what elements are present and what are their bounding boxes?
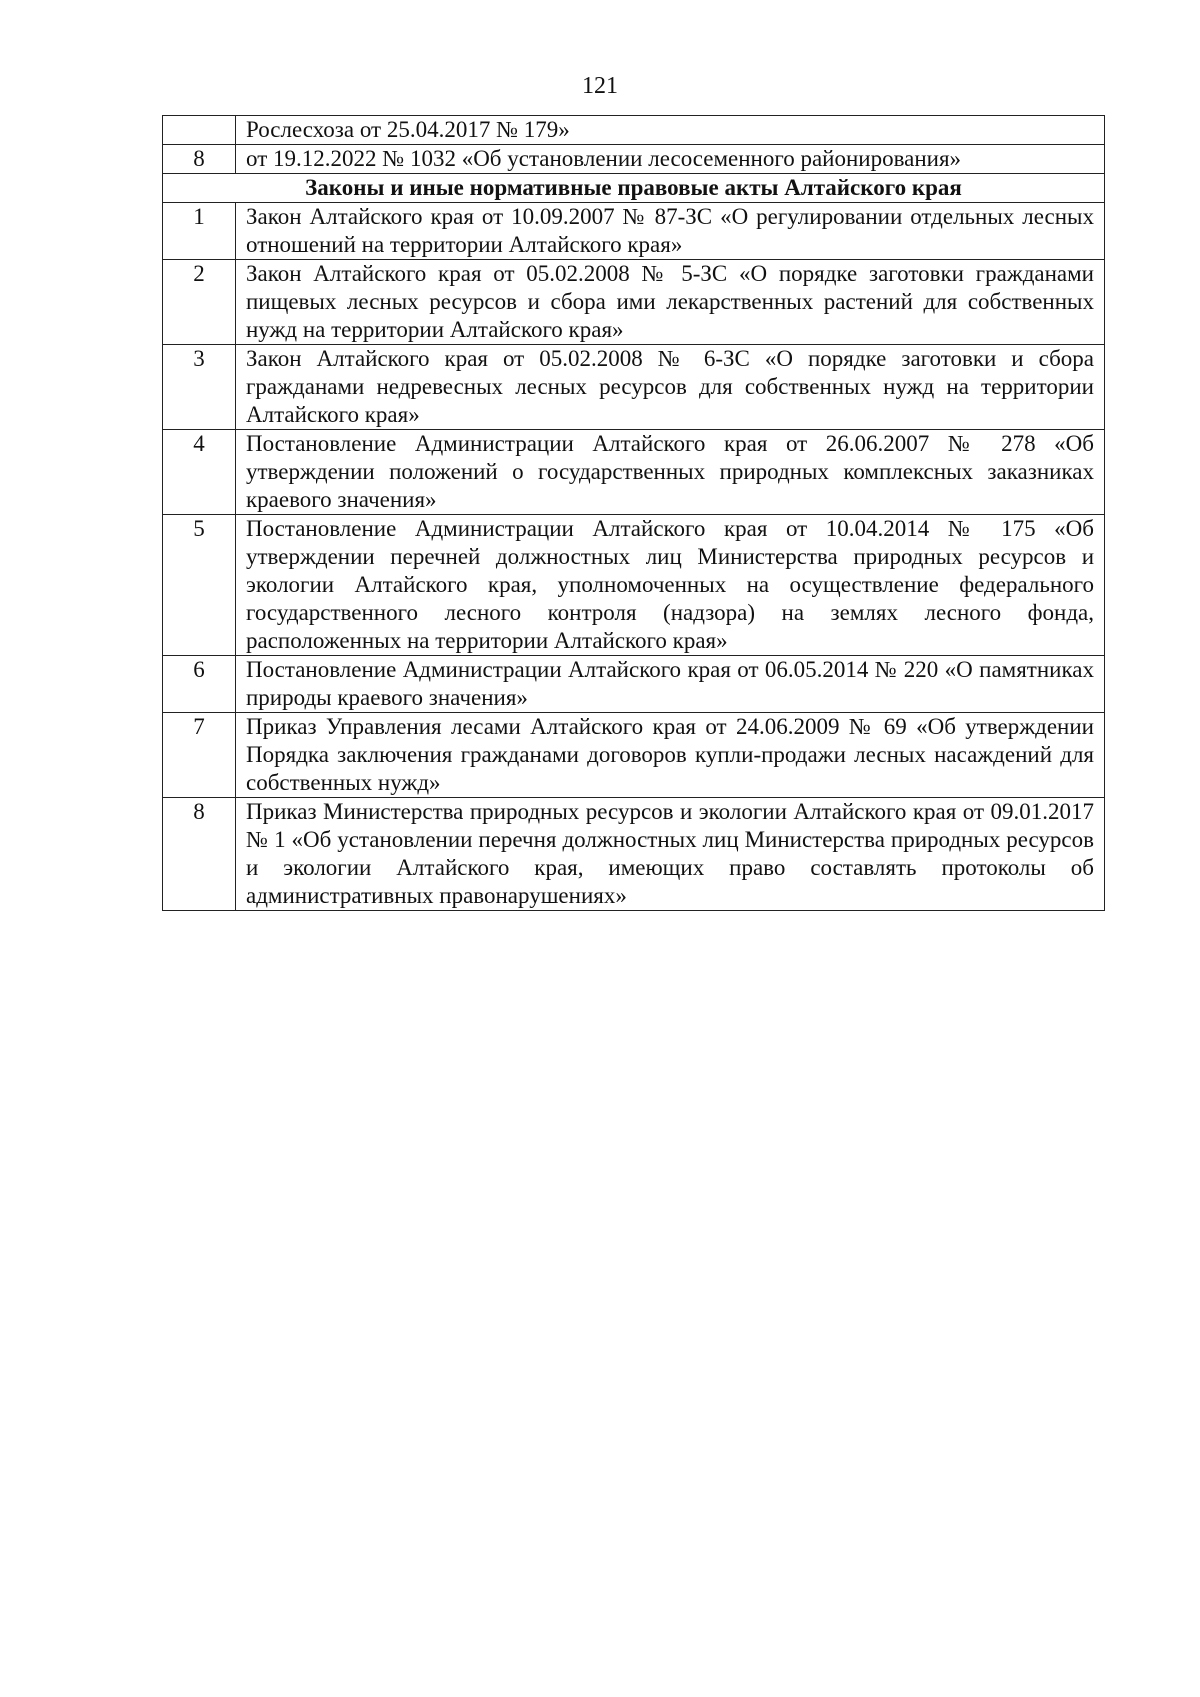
page-number: 121 <box>582 73 618 99</box>
table-row <box>163 656 1105 713</box>
row-number: 1 <box>163 203 236 260</box>
row-text: Постановление Администрации Алтайского края от 26.06.2007 № 278 «Об утверждении положений о государственных природных комплексных заказниках краевого значения» <box>236 430 1105 515</box>
row-number: 4 <box>163 430 236 515</box>
row-number: 8 <box>163 798 236 911</box>
row-number <box>163 116 236 145</box>
section-heading-row <box>163 174 1105 203</box>
table-row <box>163 430 1105 515</box>
table-row <box>163 345 1105 430</box>
table-row <box>163 260 1105 345</box>
section-heading: Законы и иные нормативные правовые акты Алтайского края <box>163 174 1105 203</box>
table-row <box>163 203 1105 260</box>
row-number: 2 <box>163 260 236 345</box>
table-row <box>163 515 1105 656</box>
row-text: Постановление Администрации Алтайского края от 10.04.2014 № 175 «Об утверждении перечней должностных лиц Министерства природных ресурсов и экологии Алтайского края, уполномоченных на осуществление федерального государственного лесного контроля (надзора) на землях лесного фонда, расположенных на территории Алтайского края» <box>236 515 1105 656</box>
table-row <box>163 145 1105 174</box>
row-text: Приказ Министерства природных ресурсов и экологии Алтайского края от 09.01.2017 № 1 «Об установлении перечня должностных лиц Министерства природных ресурсов и экологии Алтайского края, имеющих право составлять протоколы об административных правонарушениях» <box>236 798 1105 911</box>
table-row <box>163 798 1105 911</box>
row-number: 3 <box>163 345 236 430</box>
table-row <box>163 713 1105 798</box>
row-text: от 19.12.2022 № 1032 «Об установлении лесосеменного районирования» <box>236 145 1105 174</box>
row-text: Рослесхоза от 25.04.2017 № 179» <box>236 116 1105 145</box>
row-text: Закон Алтайского края от 05.02.2008 № 5-ЗС «О порядке заготовки гражданами пищевых лесных ресурсов и сбора ими лекарственных растений для собственных нужд на территории Алтайского края» <box>236 260 1105 345</box>
row-number: 5 <box>163 515 236 656</box>
row-number: 7 <box>163 713 236 798</box>
row-number: 6 <box>163 656 236 713</box>
row-number: 8 <box>163 145 236 174</box>
table-row <box>163 116 1105 145</box>
row-text: Закон Алтайского края от 10.09.2007 № 87-ЗС «О регулировании отдельных лесных отношений на территории Алтайского края» <box>236 203 1105 260</box>
row-text: Постановление Администрации Алтайского края от 06.05.2014 № 220 «О памятниках природы краевого значения» <box>236 656 1105 713</box>
row-text: Закон Алтайского края от 05.02.2008 № 6-ЗС «О порядке заготовки и сбора гражданами недревесных лесных ресурсов для собственных нужд на территории Алтайского края» <box>236 345 1105 430</box>
row-text: Приказ Управления лесами Алтайского края от 24.06.2009 № 69 «Об утверждении Порядка заключения гражданами договоров купли-продажи лесных насаждений для собственных нужд» <box>236 713 1105 798</box>
legal-acts-table <box>162 115 1105 911</box>
